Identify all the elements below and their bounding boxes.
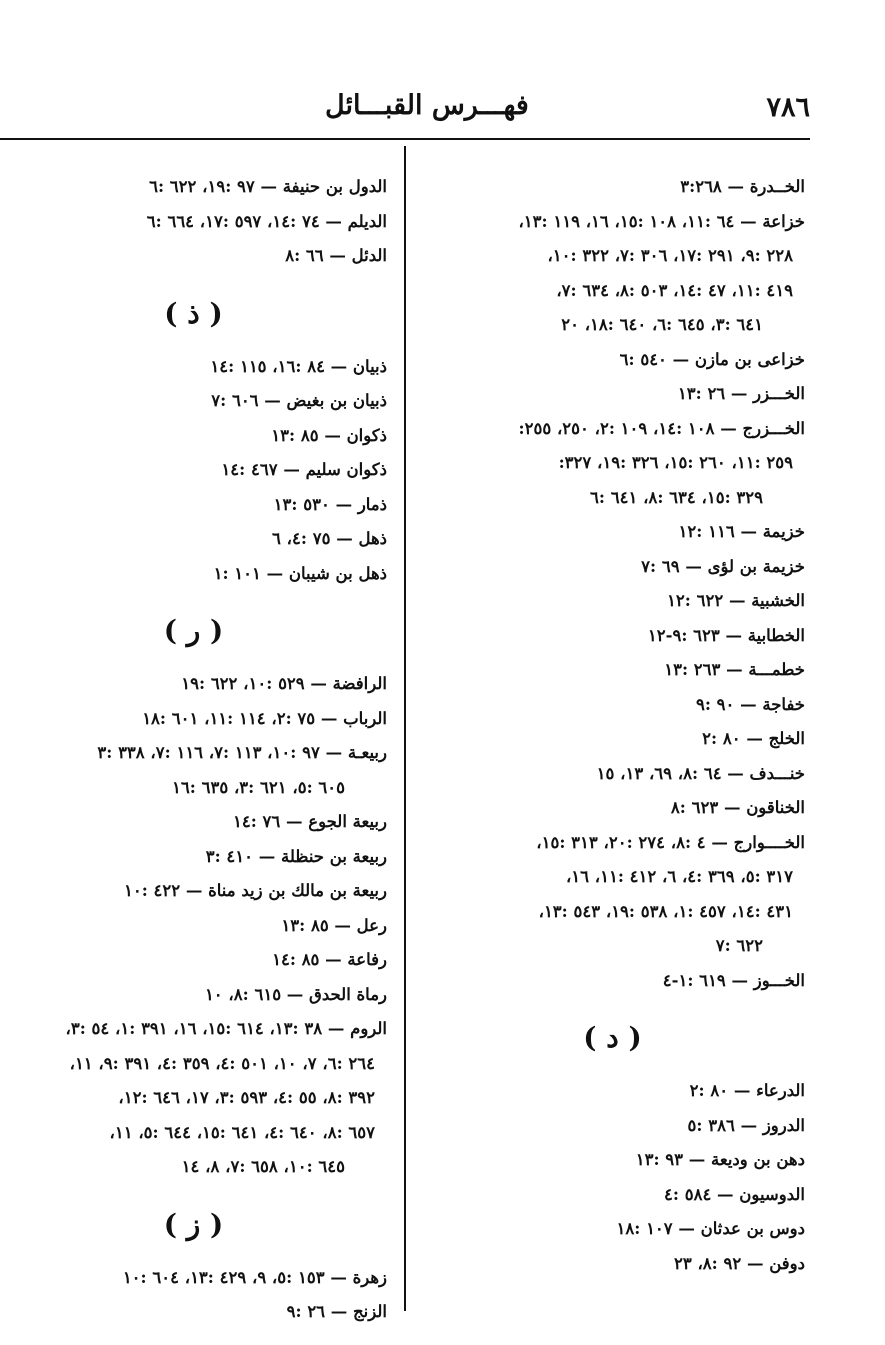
index-entry: خنـــدف — ٦٤ :٨، ٦٩، ١٣، ١٥ — [596, 763, 805, 783]
index-entry: الخـــوز — ٦١٩ :١-٤ — [662, 970, 805, 990]
index-entry: الخــدرة — ٣:٢٦٨ — [680, 177, 805, 196]
index-entry-continuation: ٢٥٩ :١١، ٢٦٠ :١٥، ٣٢٦ :١٩، ٣٢٧: — [558, 453, 793, 472]
index-entry: الخـــزر — ٢٦ :١٣ — [677, 384, 805, 403]
index-entry: الديلم — ٧٤ :١٤، ٥٩٧ :١٧، ٦٦٤ :٦ — [146, 211, 387, 231]
index-entry: خزيمة — ١١٦ :١٢ — [678, 522, 805, 541]
index-entry: ذمار — ٥٣٠ :١٣ — [273, 494, 387, 514]
index-entry: خزيمة بن لؤى — ٦٩ :٧ — [641, 556, 805, 576]
index-entry-continuation: ٣٩٢ :٨، ٥٥ :٤، ٥٩٣ :٣، ١٧، ٦٤٦ :١٢، — [118, 1088, 375, 1107]
index-entry: الخلج — ٨٠ :٢ — [702, 729, 805, 748]
index-entry-continuation: ٢٢٨ :٩، ٢٩١ :١٧، ٣٠٦ :٧، ٣٢٢ :١٠، — [547, 246, 793, 265]
section-heading-dhal: ( ذ ) — [164, 296, 223, 330]
index-entry: الرافضة — ٥٢٩ :١٠، ٦٢٢ :١٩ — [181, 674, 387, 693]
index-entry: الخناقون — ٦٢٣ :٨ — [670, 798, 805, 817]
index-entry: دوس بن عدثان — ١٠٧ :١٨ — [616, 1219, 805, 1238]
index-entry: خطمـــة — ٢٦٣ :١٣ — [664, 660, 805, 679]
page-header — [0, 88, 810, 140]
section-heading-zay: ( ز ) — [163, 1207, 224, 1241]
index-entry: ذبيان — ٨٤ :١٦، ١١٥ :١٤ — [210, 356, 387, 376]
index-entry: رفاعة — ٨٥ :١٤ — [272, 950, 387, 969]
left-column — [0, 170, 387, 1330]
index-entry: الزنج — ٢٦ :٩ — [286, 1302, 387, 1321]
index-entry: ربيعـة — ٩٧ :١٠، ١١٣ :٧، ١١٦ :٧، ٣٣٨ :٣ — [97, 743, 387, 762]
index-entry-continuation: ٣٢٩ :١٥، ٦٣٤ :٨، ٦٤١ :٦ — [590, 487, 763, 507]
index-entry: الرباب — ٧٥ :٢، ١١٤ :١١، ٦٠١ :١٨ — [142, 708, 387, 728]
index-entry-continuation: ٦٢٢ :٧ — [715, 936, 763, 955]
index-entry-continuation: ٤٣١ :١٤، ٤٥٧ :١، ٥٣٨ :١٩، ٥٤٣ :١٣، — [538, 901, 793, 921]
index-entry: الدروز — ٣٨٦ :٥ — [687, 1115, 805, 1135]
index-entry-continuation: ٤١٩ :١١، ٤٧ :١٤، ٥٠٣ :٨، ٦٣٤ :٧، — [556, 280, 793, 300]
index-entry: ربيعة بن مالك بن زيد مناة — ٤٢٢ :١٠ — [123, 881, 387, 900]
page-title: فهـــرس القبـــائل — [325, 90, 529, 121]
index-entry: الدول بن حنيفة — ٩٧ :١٩، ٦٢٢ :٦ — [149, 177, 387, 196]
index-entry: الخـــزرج — ١٠٨ :١٤، ١٠٩ :٢، ٢٥٠، ٢٥٥: — [518, 418, 805, 438]
index-entry: دهن بن وديعة — ٩٣ :١٣ — [635, 1150, 805, 1169]
section-heading-dal: ( د ) — [583, 1021, 642, 1054]
index-entry: دوفن — ٩٢ :٨، ٢٣ — [673, 1253, 805, 1273]
index-entry: ربيعة بن حنظلة — ٤١٠ :٣ — [205, 846, 387, 866]
index-entry: الروم — ٣٨ :١٣، ٦١٤ :١٥، ١٦، ٣٩١ :١، ٥٤ :٣، — [65, 1019, 387, 1038]
index-entry: الخشبية — ٦٢٢ :١٢ — [667, 591, 805, 610]
index-entry: خزاعى بن مازن — ٥٤٠ :٦ — [619, 349, 805, 369]
index-entry: زهرة — ١٥٣ :٥، ٩، ٤٢٩ :١٣، ٦٠٤ :١٠ — [122, 1267, 387, 1287]
index-entry-continuation: ٦٤٥ :١٠، ٦٥٨ :٧، ٨، ١٤ — [181, 1157, 345, 1176]
index-entry: الدوسيون — ٥٨٤ :٤ — [664, 1184, 805, 1204]
section-heading-ra: ( ر ) — [163, 614, 224, 647]
index-entry-continuation: ٦٤١ :٣، ٦٤٥ :٦، ٦٤٠ :١٨، ٢٠ — [561, 315, 763, 334]
column-divider — [404, 146, 406, 1311]
index-entry: خزاعة — ٦٤ :١١، ١٠٨ :١٥، ١٦، ١١٩ :١٣، — [518, 211, 805, 231]
index-entry: ذهل بن شيبان — ١٠١ :١ — [213, 563, 387, 583]
index-entry: ذهل — ٧٥ :٤، ٦ — [272, 529, 387, 548]
index-entry: الدرعاء — ٨٠ :٢ — [689, 1081, 805, 1100]
index-entry-continuation: ٢٦٤ :٦، ٧، ١٠، ٥٠١ :٤، ٣٥٩ :٤، ٣٩١ :٩، ١١، — [69, 1053, 375, 1073]
index-entry-continuation: ٦٠٥ :٥، ٦٢١ :٣، ٦٣٥ :١٦ — [172, 777, 345, 797]
index-entry: رعل — ٨٥ :١٣ — [281, 915, 387, 935]
page-number: ٧٨٦ — [766, 92, 810, 123]
index-entry: رماة الحدق — ٦١٥ :٨، ١٠ — [204, 984, 387, 1004]
index-entry: خفاجة — ٩٠ :٩ — [695, 694, 805, 714]
index-entry: ذكوان سليم — ٤٦٧ :١٤ — [221, 460, 387, 479]
index-entry: الخــــوارج — ٤ :٨، ٢٧٤ :٢٠، ٣١٣ :١٥، — [536, 832, 805, 852]
index-entry: ربيعة الجوع — ٧٦ :١٤ — [232, 812, 387, 831]
index-entry: ذكوان — ٨٥ :١٣ — [271, 425, 387, 445]
index-entry: الخطابية — ٦٢٣ :٩-١٢ — [647, 625, 805, 645]
right-column — [420, 170, 805, 1281]
index-entry-continuation: ٣١٧ :٥، ٣٦٩ :٤، ٦، ٤١٢ :١١، ١٦، — [565, 867, 793, 886]
index-entry-continuation: ٦٥٧ :٨، ٦٤٠ :٤، ٦٤١ :١٥، ٦٤٤ :٥، ١١، — [109, 1122, 375, 1142]
index-entry: الدئل — ٦٦ :٨ — [285, 246, 387, 265]
index-entry: ذبيان بن بغيض — ٦٠٦ :٧ — [211, 391, 387, 410]
